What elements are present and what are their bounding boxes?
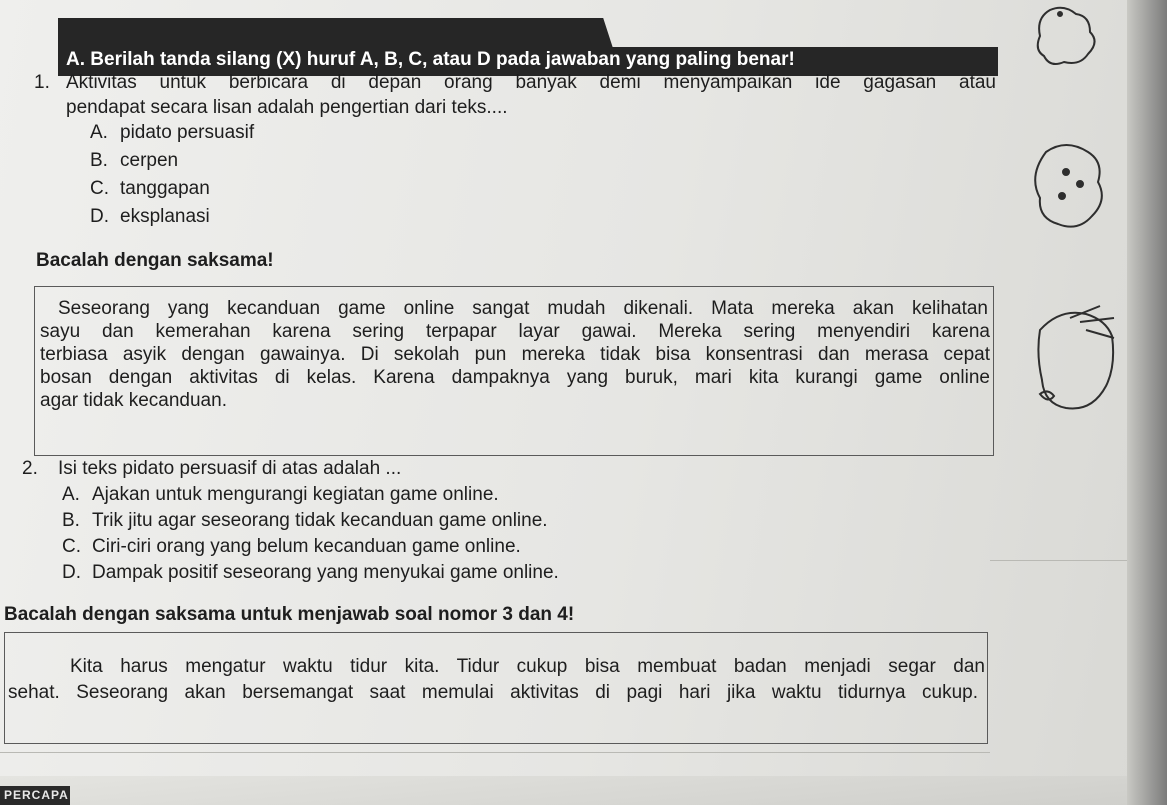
footer-label: PERCAPA xyxy=(0,786,70,805)
instruction-text: A. Berilah tanda silang (X) huruf A, B, C, atau D pada jawaban yang paling benar! xyxy=(66,49,795,70)
option-text: tanggapan xyxy=(120,178,210,199)
question-1-option-d[interactable] xyxy=(90,206,210,228)
reading-2-line-2: sehat. Seseorang akan bersemangat saat memulai aktivitas di pagi hari jika waktu tidurnya cukup. xyxy=(8,682,978,703)
question-1-line-1: Aktivitas untuk berbicara di depan orang banyak demi menyampaikan ide gagasan atau xyxy=(66,72,996,93)
reading-2-title: Bacalah dengan saksama untuk menjawab soal nomor 3 dan 4! xyxy=(4,604,575,625)
option-letter: B. xyxy=(90,150,108,171)
reading-1-line-4: bosan dengan aktivitas di kelas. Karena dampaknya yang buruk, mari kita kurangi game online xyxy=(40,367,990,388)
bird-doodle-icon xyxy=(1030,300,1120,420)
question-2-option-a[interactable] xyxy=(62,484,499,506)
option-text: pidato persuasif xyxy=(120,122,255,143)
option-letter: C. xyxy=(62,536,81,557)
option-text: eksplanasi xyxy=(120,206,210,227)
background-edge xyxy=(1127,0,1167,805)
question-1-option-c[interactable] xyxy=(90,178,210,200)
ruled-line xyxy=(990,560,1130,561)
option-letter: A. xyxy=(90,122,108,143)
reading-1-line-1: Seseorang yang kecanduan game online sangat mudah dikenali. Mata mereka akan kelihatan xyxy=(58,298,988,319)
question-1-option-a[interactable] xyxy=(90,122,254,144)
option-letter: D. xyxy=(90,206,109,227)
question-2-option-d[interactable] xyxy=(62,562,559,584)
option-text: Ciri-ciri orang yang belum kecanduan game online. xyxy=(92,536,521,557)
option-text: Trik jitu agar seseorang tidak kecanduan game online. xyxy=(92,510,548,531)
cloud-doodle-icon xyxy=(1030,2,1100,72)
reading-2-line-1: Kita harus mengatur waktu tidur kita. Tidur cukup bisa membuat badan menjadi segar dan xyxy=(70,656,985,677)
option-text: Ajakan untuk mengurangi kegiatan game online. xyxy=(92,484,499,505)
option-text: Dampak positif seseorang yang menyukai game online. xyxy=(92,562,559,583)
question-2-option-b[interactable] xyxy=(62,510,548,532)
option-letter: B. xyxy=(62,510,80,531)
question-1-number: 1. xyxy=(34,72,50,93)
question-1-option-b[interactable] xyxy=(90,150,178,172)
reading-1-title: Bacalah dengan saksama! xyxy=(36,250,274,271)
option-letter: C. xyxy=(90,178,109,199)
page-footer-band xyxy=(0,776,1135,805)
reading-1-line-3: terbiasa asyik dengan gawainya. Di sekolah pun mereka tidak bisa konsentrasi dan merasa cepat xyxy=(40,344,990,365)
reading-1-line-5: agar tidak kecanduan. xyxy=(40,390,227,411)
ruled-line xyxy=(0,752,990,753)
question-1-line-2: pendapat secara lisan adalah pengertian dari teks.... xyxy=(66,97,508,118)
reading-1-line-2: sayu dan kemerahan karena sering terpapar layar gawai. Mereka sering menyendiri karena xyxy=(40,321,990,342)
bear-doodle-icon xyxy=(1032,140,1112,240)
question-2-number: 2. xyxy=(22,458,38,479)
question-2-line-1: Isi teks pidato persuasif di atas adalah ... xyxy=(58,458,402,479)
option-text: cerpen xyxy=(120,150,179,171)
option-letter: A. xyxy=(62,484,80,505)
question-2-option-c[interactable] xyxy=(62,536,521,558)
option-letter: D. xyxy=(62,562,81,583)
